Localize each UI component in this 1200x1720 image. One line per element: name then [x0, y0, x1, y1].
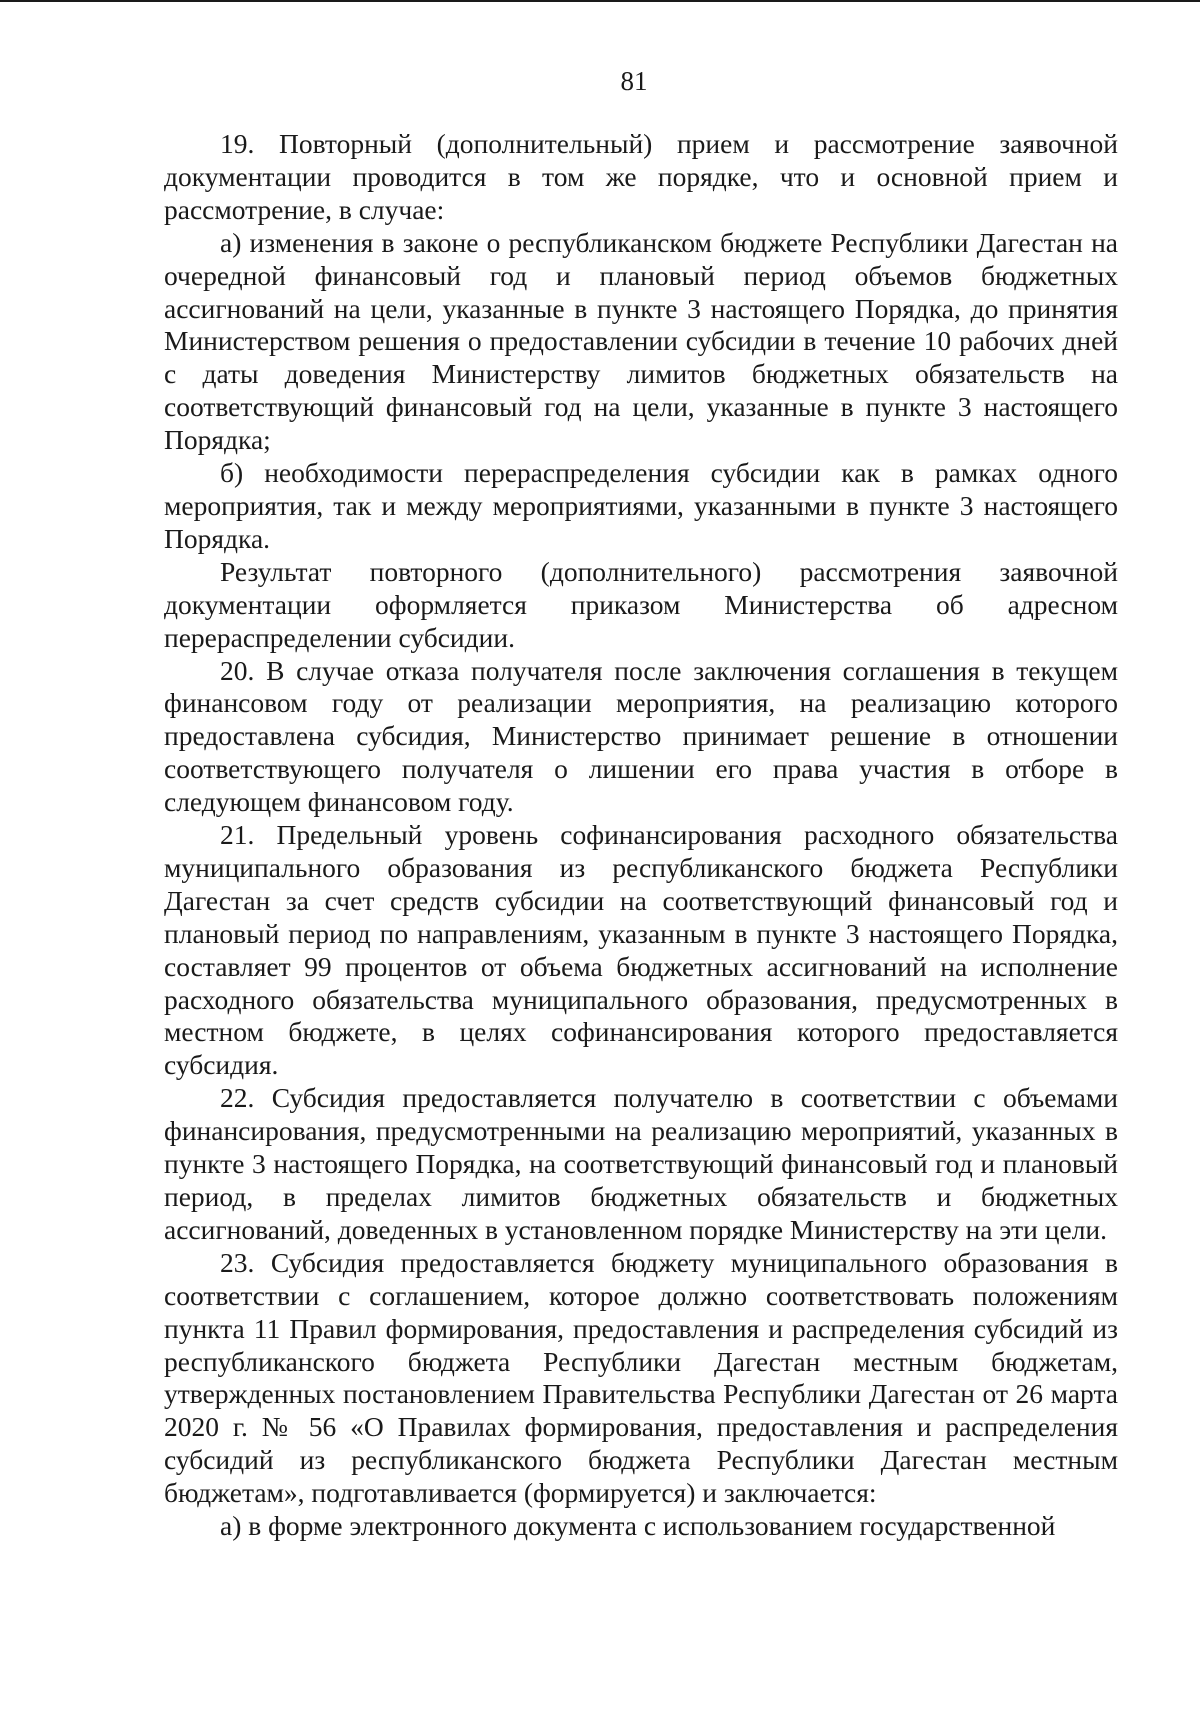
paragraph-21: 21. Предельный уровень софинансирования расходного обязательства муниципального образования из республиканского бюджета Республики Дагестан за счет средств субсидии на соответствующий финансовый год и плановый период по направлениям, указанным в пункте 3 настоящего Порядка, составляет 99 процентов от объема бюджетных ассигнований на исполнение расходного обязательства муниципального образования, предусмотренных в местном бюджете, в целях софинансирования которого предоставляется субсидия.: [164, 819, 1118, 1081]
paragraph-19: 19. Повторный (дополнительный) прием и рассмотрение заявочной документации проводится в том же порядке, что и основной прием и рассмотрение, в случае:: [164, 128, 1118, 225]
top-border-line: [0, 0, 1200, 2]
paragraph-19-a: а) изменения в законе о республиканском бюджете Республики Дагестан на очередной финансовый год и плановый период объемов бюджетных ассигнований на цели, указанные в пункте 3 настоящего Порядка, до принятия Министерством решения о предоставлении субсидии в течение 10 рабочих дней с даты доведения Министерству лимитов бюджетных обязательств на соответствующий финансовый год на цели, указанные в пункте 3 настоящего Порядка;: [164, 226, 1118, 456]
paragraph-20: 20. В случае отказа получателя после заключения соглашения в текущем финансовом году от реализации мероприятия, на реализацию которого предоставлена субсидия, Министерство принимает решение в отношении соответствующего получателя о лишении его права участия в отборе в следующем финансовом году.: [164, 654, 1118, 818]
paragraph-19-b: б) необходимости перераспределения субсидии как в рамках одного мероприятия, так и между мероприятиями, указанными в пункте 3 настоящего Порядка.: [164, 457, 1118, 554]
paragraph-19-result: Результат повторного (дополнительного) рассмотрения заявочной документации оформляется приказом Министерства об адресном перераспределении субсидии.: [164, 555, 1118, 653]
page-number: 81: [620, 66, 648, 96]
paragraph-23-a: а) в форме электронного документа с использованием государственной: [220, 1510, 1056, 1542]
paragraph-23: 23. Субсидия предоставляется бюджету муниципального образования в соответствии с соглашением, которое должно соответствовать положениям пункта 11 Правил формирования, предоставления и распределения субсидий из республиканского бюджета Республики Дагестан местным бюджетам, утвержденных постановлением Правительства Республики Дагестан от 26 марта 2020 г. № 56 «О Правилах формирования, предоставления и распределения субсидий из республиканского бюджета Республики Дагестан местным бюджетам», подготавливается (формируется) и заключается:: [164, 1246, 1118, 1509]
document-body: [164, 128, 1118, 1543]
paragraph-22: 22. Субсидия предоставляется получателю в соответствии с объемами финансирования, предусмотренными на реализацию мероприятий, указанных в пункте 3 настоящего Порядка, на соответствующий финансовый год и плановый период, в пределах лимитов бюджетных обязательств и бюджетных ассигнований, доведенных в установленном порядке Министерству на эти цели.: [164, 1082, 1118, 1245]
